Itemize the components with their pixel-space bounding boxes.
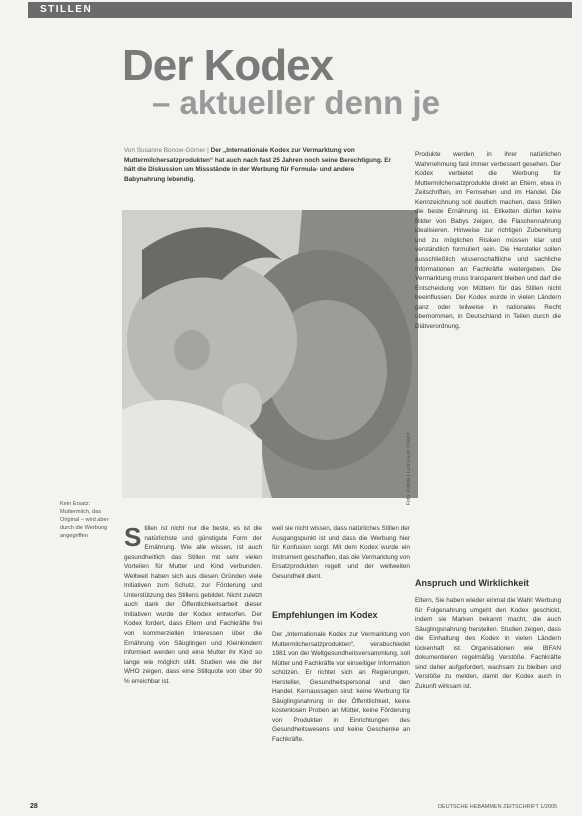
subheading-claim-reality: Anspruch und Wirklichkeit (415, 578, 529, 588)
body-text: Produkte werden in ihrer natürlichen Wahrnehmung fast immer verbessert gesehen. Der Kodex verbietet die Werbung für Muttermilchersatzprodukte direkt an Eltern, etwa in Zeitschriften, im Fernsehen und im Handel. Die Kennzeichnung soll deutlich machen, dass Stillen die beste Ernährung ist. Etiketten dürfen keine Bilder von Babys zeigen, die Flaschennahrung idealisieren. Hinweise zur richtigen Zubereitung und zu möglichen Risiken müssen klar und verständlich formuliert sein. Die Hersteller sollen ausschließlich wissenschaftliche und sachliche Informationen an Fachkräfte weitergeben. Die Vermarktung muss transparent bleiben und darf die Entscheidung von Müttern für das Stillen nicht beeinflussen. Der Kodex wurde in vielen Ländern ganz oder teilweise in nationales Recht übernommen, in Deutschland in Teilen durch die Diätverordnung. (415, 151, 561, 330)
body-column-2b (272, 630, 410, 745)
photo-caption: Kein Ersatz: Muttermilch, das Original – wird aber durch die Werbung angegriffen (60, 501, 109, 539)
body-column-2 (272, 524, 410, 581)
body-text: Der „Internationale Kodex zur Vermarktung von Muttermilchersatzprodukten“, verabschiedet 1981 von der Weltgesundheitsversammlung, soll Mütter und Fachkräfte vor einseitiger Information schützen. Er richtet sich an Regierungen, Hersteller, Gesundheitspersonal und den Handel. Kernaussagen sind: keine Werbung für Säuglingsnahrung in der Öffentlichkeit, keine kostenlosen Proben an Mütter, keine Förderung von Produkten in Einrichtungen des Gesundheitswesens und keine Geschenke an Fachkräfte. (272, 631, 410, 744)
subheading-recommendations: Empfehlungen im Kodex (272, 610, 378, 620)
lead-text: Der „Internationale Kodex zur Vermarktung von Muttermilchersatzprodukten“ hat auch nach fast 25 Jahren noch seine Berechtigung. Er hält die Diskussion um Missstände in der Werbung für Formula- und andere Babynahrung lebendig. (124, 147, 392, 183)
body-text: Eltern, Sie haben wieder einmal die Wahl: Werbung für Folgenahrung umgeht den Kodex geschickt, indem sie Marken bekannt macht, die auch Säuglingsnahrung herstellen. Studien zeigen, dass die Einhaltung des Kodex in vielen Ländern lückenhaft ist. Organisationen wie IBFAN dokumentieren regelmäßig Verstöße. Fachkräfte sind daher aufgefordert, wachsam zu bleiben und Verstöße zu melden, damit der Kodex auch in Zukunft wirksam ist. (415, 597, 561, 690)
article-title: Der Kodex (122, 41, 334, 90)
breastfeeding-photo (122, 210, 418, 498)
section-header: STILLEN (28, 2, 572, 18)
author-byline: Von Susanne Bonow-Görner | (124, 147, 209, 154)
photo-illustration (122, 210, 418, 498)
body-text: tillen ist nicht nur die beste, es ist die natürlichste und günstigste Form der Ernährung. Wie alle wissen, ist auch gesundheitlich das Stillen mit sehr vielen Vorteilen für Mutter und Kind verbunden. Weltweit haben sich aus diesen Gründen viele Initiativen zum Schutz, zur Förderung und Unterstützung des Stillens gebildet. Nicht zuletzt auch dank der Öffentlichkeitsarbeit dieser Initiativen wurde der Kodex entworfen. Der Kodex fordert, dass Eltern und Fachkräfte frei von kommerziellen Interessen über die Ernährung von Säuglingen und Kleinkindern informiert werden und eine Mutter ihr Kind so lange wie möglich stillt. Studien wie die der WHO zeigen, dass eine Stillquote von über 90 % erreichbar ist. (124, 525, 262, 685)
photo-credit: Foto: Fotolia | Luis Louro | David (406, 432, 412, 505)
footer-journal: DEUTSCHE HEBAMMEN ZEITSCHRIFT 1/2005 (438, 804, 558, 810)
article-subtitle: – aktueller denn je (152, 84, 440, 121)
body-column-3 (415, 150, 561, 331)
page-number: 28 (30, 803, 38, 810)
drop-cap: S (124, 522, 142, 552)
body-column-3b (415, 596, 561, 691)
body-column-1 (124, 524, 262, 686)
article-lead (124, 146, 392, 184)
body-text: weil sie nicht wissen, dass natürliches Stillen der Ausgangspunkt ist und dass die Werbung hier für Konfusion sorgt. Mit dem Kodex wurde ein Instrument geschaffen, das die Vermarktung von Ersatzprodukten regelt und der weltweiten Gesundheit dient. (272, 525, 410, 580)
